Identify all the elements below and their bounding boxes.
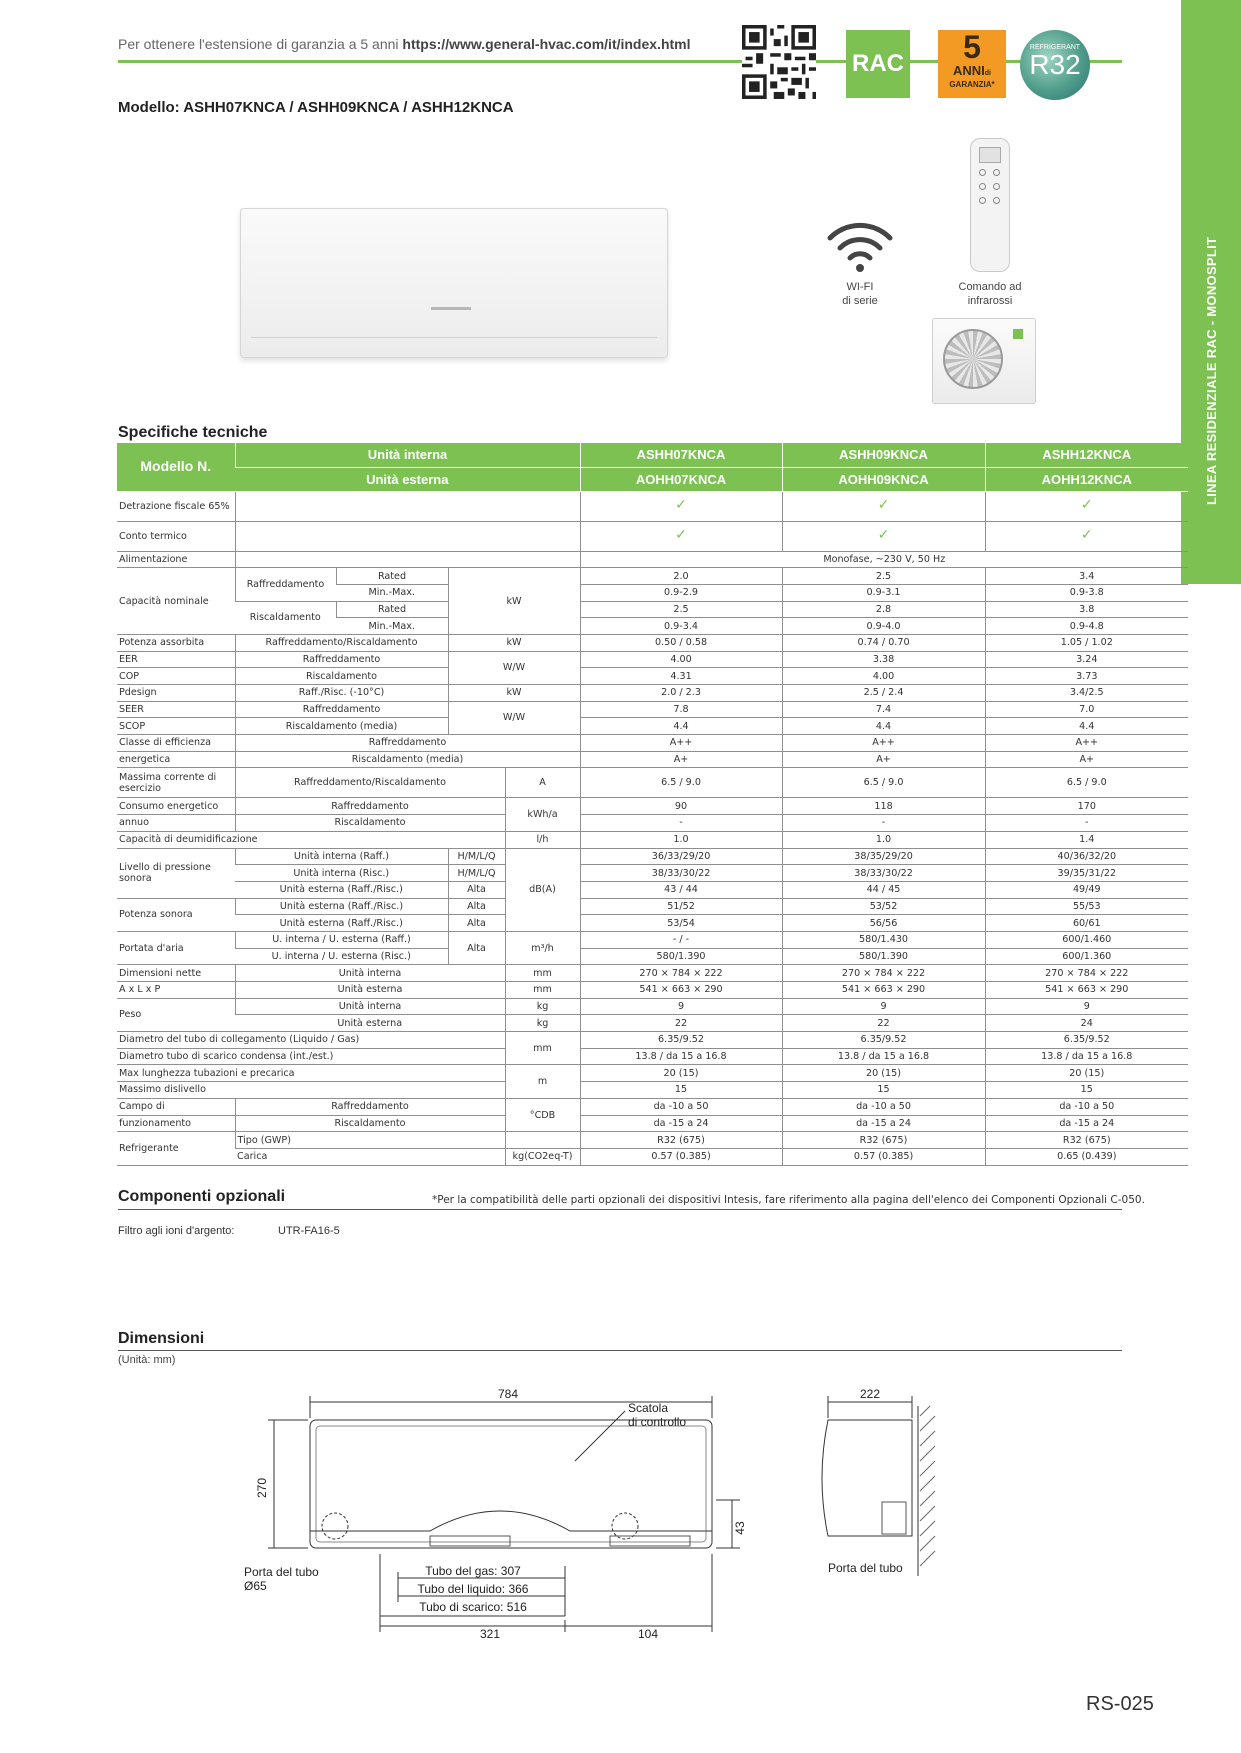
liquid-pipe-label: Tubo del liquido: 366 bbox=[417, 1582, 529, 1596]
scatola-label-2: di controllo bbox=[628, 1415, 687, 1429]
optional-item-code: UTR-FA16-5 bbox=[278, 1225, 340, 1237]
drain-pipe-label: Tubo di scarico: 516 bbox=[419, 1600, 527, 1614]
table-row: Campo di Raffreddamento °CDB da -10 a 50 da -10 a 50 da -10 a 50 bbox=[117, 1098, 1188, 1115]
table-row: Unità esterna (Raff./Risc.) Alta 43 / 44 44 / 45 49/49 bbox=[117, 881, 1188, 898]
warranty-text: Per ottenere l'estensione di garanzia a 5 anni bbox=[118, 36, 399, 52]
remote-button-icon bbox=[993, 197, 1000, 204]
refrigerant-type: R32 bbox=[1029, 49, 1081, 80]
table-row: Diametro del tubo di collegamento (Liquido / Gas) mm 6.35/9.52 6.35/9.52 6.35/9.52 bbox=[117, 1032, 1188, 1049]
side-tab-text: LINEA RESIDENZIALE RAC - MONOSPLIT bbox=[1204, 236, 1219, 505]
model-header: Modello N. bbox=[117, 443, 235, 491]
table-row: Potenza assorbita Raffreddamento/Riscaldamento kW 0.50 / 0.58 0.74 / 0.70 1.05 / 1.02 bbox=[117, 634, 1188, 651]
table-row: Massimo dislivello 15 15 15 bbox=[117, 1082, 1188, 1099]
warranty-years-label: ANNI bbox=[952, 63, 985, 78]
table-row: Unità esterna (Raff./Risc.) Alta 53/54 56/56 60/61 bbox=[117, 915, 1188, 932]
dim-depth: 222 bbox=[859, 1387, 881, 1401]
optional-note: *Per la compatibilità delle parti opzionali dei dispositivi Intesis, fare riferimento alla pagina dell'elenco dei Componenti Opzionali C-050. bbox=[432, 1194, 1145, 1206]
brand-logo bbox=[1013, 329, 1023, 339]
table-row: Unità esterna kg 22 22 24 bbox=[117, 1015, 1188, 1032]
warranty-link[interactable]: https://www.general-hvac.com/it/index.html bbox=[402, 36, 691, 52]
table-row: SEER Raffreddamento W/W 7.8 7.4 7.0 bbox=[117, 701, 1188, 718]
warranty-years: 5 bbox=[963, 29, 981, 65]
dimension-drawing bbox=[230, 1376, 1110, 1656]
side-view-body bbox=[822, 1420, 912, 1536]
check-icon: ✓ bbox=[877, 497, 890, 513]
check-icon: ✓ bbox=[877, 527, 890, 543]
qr-code-icon[interactable] bbox=[742, 25, 816, 99]
dimensions-title: Dimensioni bbox=[118, 1330, 205, 1347]
check-icon: ✓ bbox=[1080, 497, 1093, 513]
page-number: RS-025 bbox=[1086, 1693, 1154, 1715]
table-row: Consumo energetico Raffreddamento kWh/a 90 118 170 bbox=[117, 798, 1188, 815]
refrigerant-badge bbox=[1020, 30, 1090, 100]
spec-title: Specifiche tecniche bbox=[118, 424, 268, 441]
table-row: Dimensioni nette Unità interna mm 270 × 784 × 222 270 × 784 × 222 270 × 784 × 222 bbox=[117, 965, 1188, 982]
remote-label: Comando ad infrarossi bbox=[958, 281, 1022, 307]
table-row: Riscaldamento Rated 2.5 2.8 3.8 bbox=[117, 601, 1188, 618]
table-row: Massima corrente di esercizio Raffreddamento/Riscaldamento A 6.5 / 9.0 6.5 / 9.0 6.5 / 9.0 bbox=[117, 768, 1188, 798]
remote-button-icon bbox=[993, 183, 1000, 190]
remote-button-icon bbox=[979, 169, 986, 176]
unit-flap bbox=[251, 337, 657, 349]
table-row: SCOP Riscaldamento (media) 4.4 4.4 4.4 bbox=[117, 718, 1188, 735]
table-row: COP Riscaldamento 4.31 4.00 3.73 bbox=[117, 668, 1188, 685]
porta-tubo-diam: Ø65 bbox=[244, 1579, 267, 1593]
table-row: Livello di pressione sonora Unità interna (Raff.) H/M/L/Q dB(A) 36/33/29/20 38/35/29/20 40/36/32/20 bbox=[117, 848, 1188, 865]
check-icon: ✓ bbox=[675, 497, 687, 513]
table-row: funzionamento Riscaldamento da -15 a 24 da -15 a 24 da -15 a 24 bbox=[117, 1115, 1188, 1132]
dimensions-unit: (Unità: mm) bbox=[118, 1354, 176, 1366]
dim-104: 104 bbox=[637, 1627, 659, 1641]
spec-table bbox=[117, 443, 1188, 1166]
wifi-label: WI-FI di serie bbox=[842, 281, 878, 307]
check-icon: ✓ bbox=[675, 527, 687, 543]
model-line: Modello: ASHH07KNCA / ASHH09KNCA / ASHH12KNCA bbox=[118, 99, 514, 116]
table-row: Min.-Max. 0.9-3.4 0.9-4.0 0.9-4.8 bbox=[117, 618, 1188, 635]
table-row: Unità esterna AOHH07KNCA AOHH09KNCA AOHH12KNCA bbox=[117, 467, 1188, 491]
remote-control-image bbox=[970, 138, 1010, 272]
table-row: energetica Riscaldamento (media) A+ A+ A+ bbox=[117, 751, 1188, 768]
front-view-body bbox=[310, 1420, 712, 1548]
table-row: Portata d'aria U. interna / U. esterna (Raff.) Alta m³/h - / - 580/1.430 600/1.460 bbox=[117, 931, 1188, 948]
optional-title: Componenti opzionali bbox=[118, 1188, 286, 1205]
table-row: Pdesign Raff./Risc. (-10°C) kW 2.0 / 2.3 2.5 / 2.4 3.4/2.5 bbox=[117, 685, 1188, 702]
table-row: A x L x P Unità esterna mm 541 × 663 × 290 541 × 663 × 290 541 × 663 × 290 bbox=[117, 982, 1188, 999]
table-row: Min.-Max. 0.9-2.9 0.9-3.1 0.9-3.8 bbox=[117, 584, 1188, 601]
dimensions-rule bbox=[118, 1350, 1122, 1351]
dim-width: 784 bbox=[497, 1387, 519, 1401]
warranty-badge bbox=[938, 30, 1006, 98]
porta-tubo-label: Porta del tubo bbox=[244, 1565, 319, 1579]
table-row: Carica kg(CO2eq-T) 0.57 (0.385) 0.57 (0.385) 0.65 (0.439) bbox=[117, 1148, 1188, 1165]
scatola-label-1: Scatola bbox=[628, 1401, 669, 1415]
table-row: Max lunghezza tubazioni e precarica m 20 (15) 20 (15) 20 (15) bbox=[117, 1065, 1188, 1082]
wifi-icon bbox=[822, 218, 898, 274]
remote-button-icon bbox=[993, 169, 1000, 176]
table-row: Peso Unità interna kg 9 9 9 bbox=[117, 998, 1188, 1015]
table-row: Capacità di deumidificazione l/h 1.0 1.0 1.4 bbox=[117, 831, 1188, 848]
dim-321: 321 bbox=[479, 1627, 501, 1641]
table-row: Modello N. Unità interna ASHH07KNCA ASHH09KNCA ASHH12KNCA bbox=[117, 443, 1188, 467]
table-row: U. interna / U. esterna (Risc.) 580/1.390 580/1.390 600/1.360 bbox=[117, 948, 1188, 965]
gas-pipe-label: Tubo del gas: 307 bbox=[425, 1564, 521, 1578]
outdoor-unit-image bbox=[932, 318, 1036, 404]
warranty-garanzia: GARANZIA* bbox=[949, 80, 995, 89]
table-row: annuo Riscaldamento - - - bbox=[117, 815, 1188, 832]
table-row: Conto termico ✓ ✓ ✓ bbox=[117, 521, 1188, 551]
table-row: Alimentazione Monofase, ~230 V, 50 Hz bbox=[117, 551, 1188, 568]
fan-icon bbox=[943, 329, 1003, 389]
check-icon: ✓ bbox=[1080, 527, 1093, 543]
table-row: Potenza sonora Unità esterna (Raff./Risc.) Alta 51/52 53/52 55/53 bbox=[117, 898, 1188, 915]
refrigerant-label: REFRIGERANT bbox=[1029, 44, 1081, 51]
porta-tubo-side-label: Porta del tubo bbox=[828, 1561, 903, 1575]
optional-rule bbox=[118, 1209, 1122, 1210]
table-row: Refrigerante Tipo (GWP) R32 (675) R32 (675) R32 (675) bbox=[117, 1132, 1188, 1149]
warranty-years-suffix: di bbox=[984, 70, 991, 77]
table-row: Unità interna (Risc.) H/M/L/Q 38/33/30/22 38/33/30/22 39/35/31/22 bbox=[117, 865, 1188, 882]
rac-badge: RAC bbox=[846, 30, 910, 98]
remote-screen bbox=[979, 147, 1001, 163]
table-row: EER Raffreddamento W/W 4.00 3.38 3.24 bbox=[117, 651, 1188, 668]
warranty-line bbox=[118, 36, 738, 52]
brand-mark bbox=[431, 307, 471, 310]
remote-button-icon bbox=[979, 197, 986, 204]
remote-button-icon bbox=[979, 183, 986, 190]
table-row: Detrazione fiscale 65% ✓ ✓ ✓ bbox=[117, 491, 1188, 521]
table-row: Diametro tubo di scarico condensa (int./est.) 13.8 / da 15 a 16.8 13.8 / da 15 a 16.8 13.8 / da 15 a 16.8 bbox=[117, 1048, 1188, 1065]
indoor-unit-image bbox=[240, 208, 668, 358]
table-row: Classe di efficienza Raffreddamento A++ A++ A++ bbox=[117, 735, 1188, 752]
dim-offset: 43 bbox=[733, 1521, 747, 1535]
dim-height: 270 bbox=[255, 1477, 269, 1499]
table-row: Capacità nominale Raffreddamento Rated kW 2.0 2.5 3.4 bbox=[117, 568, 1188, 585]
optional-item-label: Filtro agli ioni d'argento: bbox=[118, 1225, 235, 1237]
